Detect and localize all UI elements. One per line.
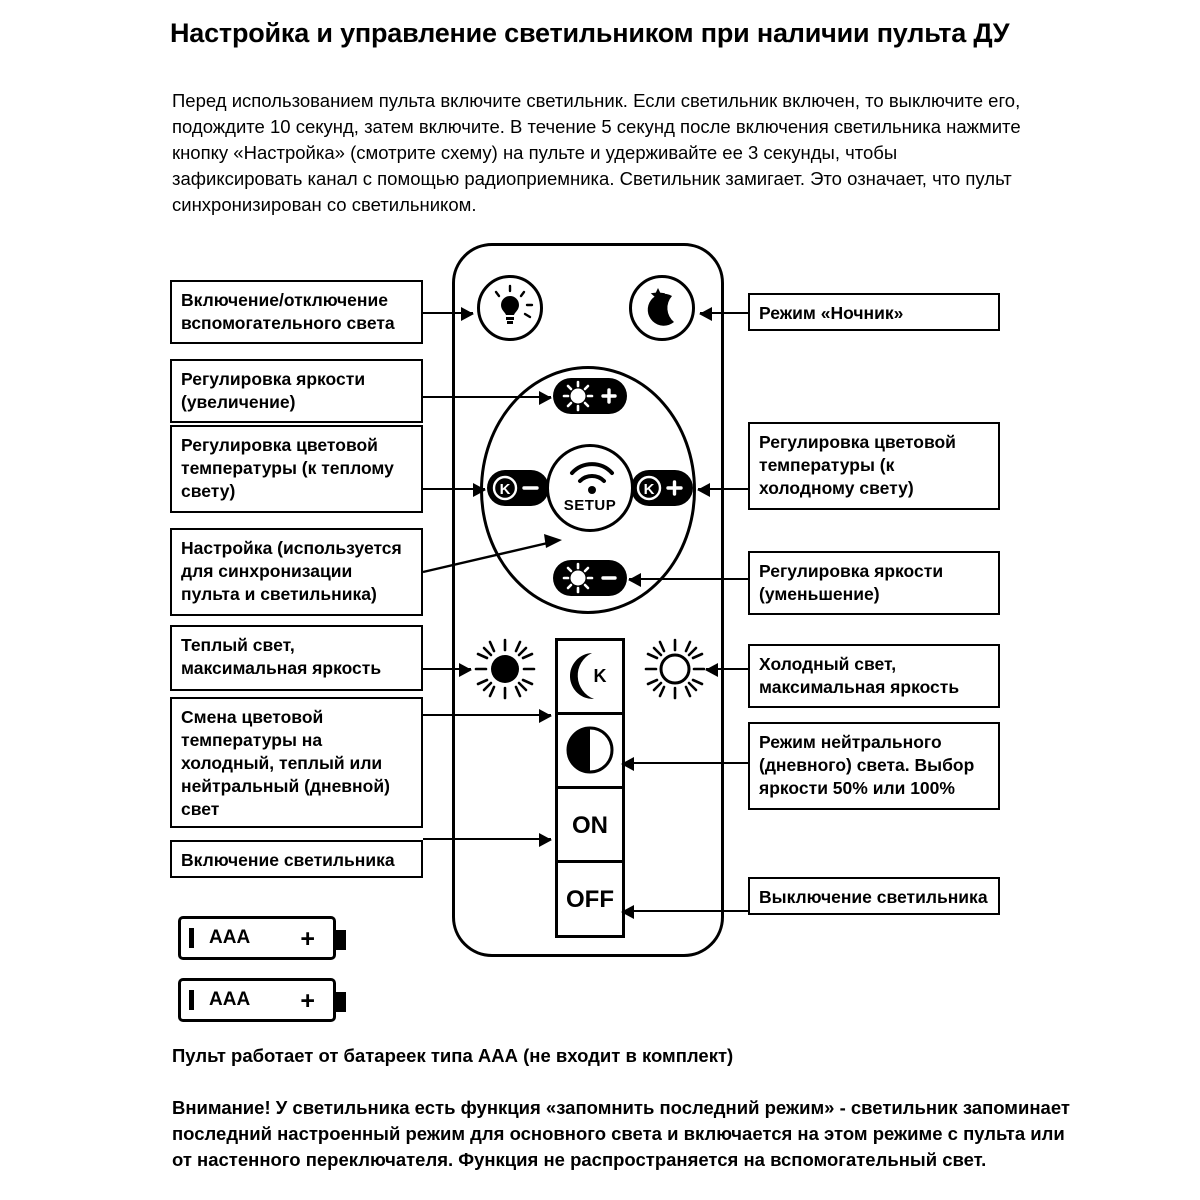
callout-neutral-mode: Режим нейтрального (дневного) света. Выбор яркости 50% или 100% <box>748 722 1000 810</box>
on-label: ON <box>572 812 608 839</box>
power-on-button[interactable] <box>558 789 622 863</box>
arrow-warm-max <box>423 668 471 670</box>
attention-note: Внимание! У светильника есть функция «запомнить последний режим» - светильник запоминает последний настроенный режим для основного света и включается на этом режиме с пульта или от настенного переключателя. Функция не распространяется на вспомогательный свет. <box>172 1097 1070 1170</box>
callout-brightness-down: Регулировка яркости (уменьшение) <box>748 551 1000 615</box>
cct-cold-button[interactable] <box>631 470 693 506</box>
moon-kelvin-icon <box>558 641 622 711</box>
neutral-mode-button[interactable] <box>558 715 622 789</box>
battery-note: Пульт работает от батареек типа ААА (не входит в комплект) <box>172 1045 734 1066</box>
callout-aux-light: Включение/отключение вспомогательного света <box>170 280 423 344</box>
svg-text:K: K <box>499 481 511 498</box>
arrow-neutral-mode <box>622 762 748 764</box>
battery-label: AAA <box>209 989 251 1010</box>
warm-max-button[interactable] <box>474 638 536 700</box>
cct-warm-button[interactable] <box>487 470 549 506</box>
battery-plus-sign: + <box>300 987 315 1015</box>
setup-button[interactable] <box>546 444 634 532</box>
arrow-cold-max <box>706 668 748 670</box>
battery-label: AAA <box>209 927 251 948</box>
callout-power-on: Включение светильника <box>170 840 423 878</box>
kelvin-minus-icon <box>487 470 549 506</box>
arrow-cct-switch <box>423 714 551 716</box>
arrow-cct-warm <box>423 488 485 490</box>
night-mode-button[interactable] <box>629 275 695 341</box>
battery-negative-tip <box>189 928 194 948</box>
mode-button-column <box>555 638 625 938</box>
aux-light-button[interactable] <box>477 275 543 341</box>
arrow-setup <box>420 520 580 580</box>
battery-plus-sign: + <box>300 925 315 953</box>
sun-filled-icon <box>474 638 536 700</box>
arrow-brightness-down <box>629 578 748 580</box>
brightness-up-button[interactable] <box>553 378 627 414</box>
callout-cold-max: Холодный свет, максимальная яркость <box>748 644 1000 708</box>
arrow-cct-cold <box>698 488 748 490</box>
power-off-button[interactable] <box>558 863 622 937</box>
arrow-night-mode <box>700 312 748 314</box>
arrow-power-on <box>423 838 551 840</box>
arrow-power-off <box>622 910 748 912</box>
kelvin-plus-icon <box>631 470 693 506</box>
wifi-icon <box>566 459 618 497</box>
callout-warm-max: Теплый свет, максимальная яркость <box>170 625 423 691</box>
battery-2 <box>178 978 336 1022</box>
battery-positive-nub <box>333 930 346 950</box>
svg-text:K: K <box>593 666 607 686</box>
callout-power-off: Выключение светильника <box>748 877 1000 915</box>
intro-paragraph: Перед использованием пульта включите светильник. Если светильник включен, то выключите его, подождите 10 секунд, затем включите. В течение 5 секунд после включения светильника нажмите кнопку «Настройка» (смотрите схему) на пульте и удерживайте ее 3 секунды, чтобы зафиксировать канал с помощью радиоприемника. Светильник замигает. Это означает, что пульт синхронизирован со светильником. <box>172 90 1021 215</box>
callout-setup: Настройка (используется для синхронизации пульта и светильника) <box>170 528 423 616</box>
callout-night-mode: Режим «Ночник» <box>748 293 1000 331</box>
battery-positive-nub <box>333 992 346 1012</box>
callout-cct-warm: Регулировка цветовой температуры (к теплому свету) <box>170 425 423 513</box>
cold-max-button[interactable] <box>644 638 706 700</box>
sun-outline-icon <box>644 638 706 700</box>
setup-label: SETUP <box>563 497 617 514</box>
battery-negative-tip <box>189 990 194 1010</box>
moon-star-icon <box>632 278 692 338</box>
page-title: Настройка и управление светильником при наличии пульта ДУ <box>170 18 1010 48</box>
cct-switch-button[interactable] <box>558 641 622 715</box>
callout-brightness-up: Регулировка яркости (увеличение) <box>170 359 423 423</box>
callout-cct-cold: Регулировка цветовой температуры (к холодному свету) <box>748 422 1000 510</box>
svg-text:K: K <box>643 481 655 498</box>
half-circle-icon <box>558 715 622 785</box>
off-label: OFF <box>566 886 614 913</box>
arrow-brightness-up <box>423 396 551 398</box>
battery-1 <box>178 916 336 960</box>
bulb-icon <box>480 278 540 338</box>
callout-cct-switch: Смена цветовой температуры на холодный, теплый или нейтральный (дневной) свет <box>170 697 423 828</box>
sun-plus-icon <box>553 378 627 414</box>
arrow-aux-light <box>423 312 473 314</box>
